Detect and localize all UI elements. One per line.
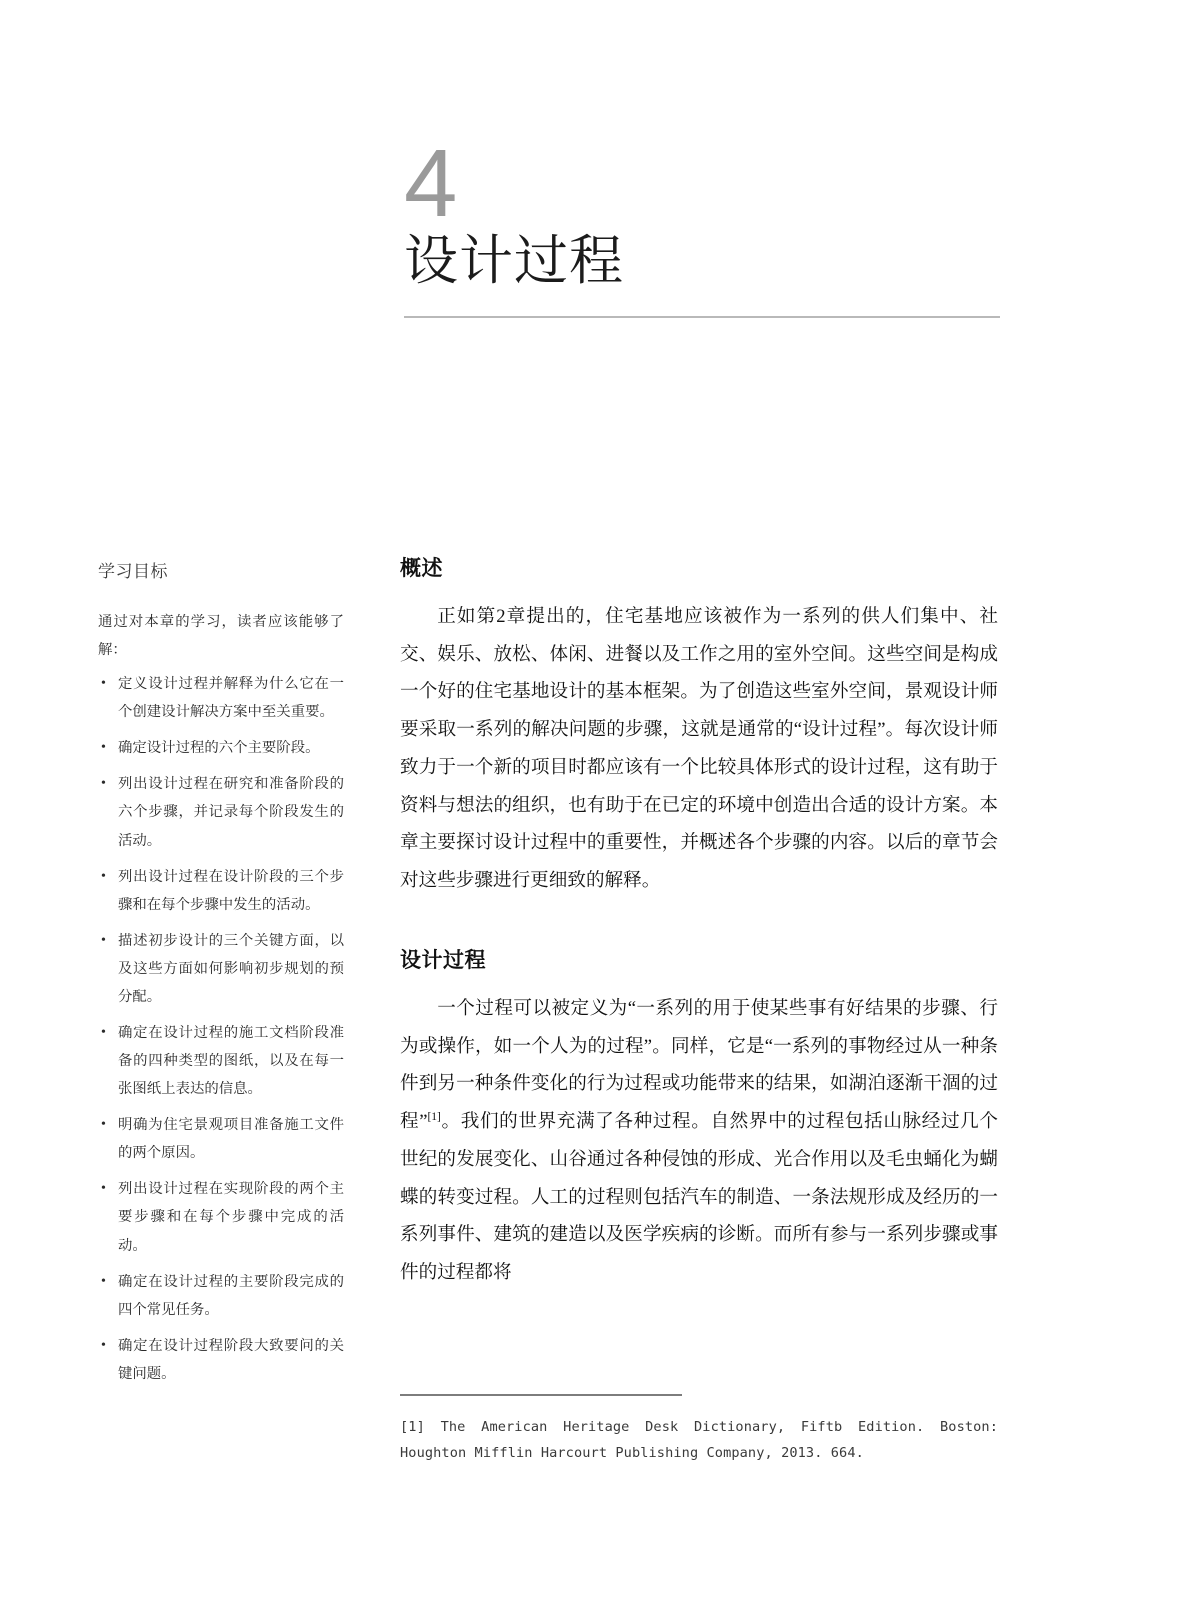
sidebar-intro-text: 通过对本章的学习，读者应该能够了解： (98, 614, 344, 659)
bullet-icon: • (101, 740, 106, 756)
paragraph-text-part-2: 。我们的世界充满了各种过程。自然界中的过程包括山脉经过几个世纪的发展变化、山谷通过各种侵蚀的形成、光合作用以及毛虫蛹化为蝴蝶的转变过程。人工的过程则包括汽车的制造、一条法规形成及经历的一系列事件、建筑的建造以及医学疾病的诊断。而所有参与一系列步骤或事件的过程都将 (400, 1111, 998, 1284)
list-item-label: 描述初步设计的三个关键方面，以及这些方面如何影响初步规划的预分配。 (118, 932, 344, 1005)
list-item (98, 863, 344, 919)
list-item-label: 确定设计过程的六个主要阶段。 (118, 740, 320, 757)
footnote-block (400, 1394, 998, 1467)
bullet-icon: • (101, 1181, 106, 1197)
section-paragraph-overview: 正如第2章提出的，住宅基地应该被作为一系列的供人们集中、社交、娱乐、放松、体闲、进餐以及工作之用的室外空间。这些空间是构成一个好的住宅基地设计的基本框架。为了创造这些室外空间，景观设计师要采取一系列的解决问题的步骤，这就是通常的“设计过程”。每次设计师致力于一个新的项目时都应该有一个比较具体形式的设计过程，这有助于资料与想法的组织，也有助于在已定的环境中创造出合适的设计方案。本章主要探讨设计过程中的重要性，并概述各个步骤的内容。以后的章节会对这些步骤进行更细致的解释。 (400, 606, 998, 892)
bullet-icon: • (101, 1273, 106, 1289)
list-item (98, 770, 344, 854)
list-item-label: 确定在设计过程的施工文档阶段准备的四种类型的图纸，以及在每一张图纸上表达的信息。 (118, 1025, 344, 1098)
section-heading-overview: 概述 (400, 557, 443, 580)
list-item (98, 1175, 344, 1259)
list-item (98, 1111, 344, 1167)
list-item-label: 确定在设计过程阶段大致要问的关键问题。 (118, 1337, 344, 1382)
list-item (98, 734, 344, 762)
list-item-label: 明确为住宅景观项目准备施工文件的两个原因。 (118, 1117, 344, 1162)
bullet-icon: • (101, 932, 106, 948)
list-item-label: 确定在设计过程的主要阶段完成的四个常见任务。 (118, 1273, 344, 1318)
bullet-icon: • (101, 1337, 106, 1353)
learning-objectives-sidebar (98, 557, 344, 1396)
footnote-reference-marker[interactable]: [1] (427, 1110, 441, 1123)
footnote-separator-rule (400, 1394, 682, 1396)
chapter-title: 设计过程 (404, 231, 624, 292)
chapter-header (404, 130, 1000, 318)
list-item-label: 定义设计过程并解释为什么它在一个创建设计解决方案中至关重要。 (118, 676, 344, 721)
list-item-label: 列出设计过程在设计阶段的三个步骤和在每个步骤中发生的活动。 (118, 868, 344, 913)
sidebar-title: 学习目标 (98, 562, 168, 581)
chapter-number: 4 (404, 130, 457, 237)
bullet-icon: • (101, 1025, 106, 1041)
section-paragraph-design-process (400, 990, 998, 1292)
list-item-label: 列出设计过程在研究和准备阶段的六个步骤，并记录每个阶段发生的活动。 (118, 776, 344, 849)
list-item-label: 列出设计过程在实现阶段的两个主要步骤和在每个步骤中完成的活动。 (118, 1181, 344, 1254)
list-item (98, 1019, 344, 1103)
list-item (98, 1268, 344, 1324)
list-item (98, 1332, 344, 1388)
objectives-list (98, 670, 344, 1388)
footnote-text: [1] The American Heritage Desk Dictionary, Fiftb Edition. Boston: Houghton Mifflin Harcourt Publishing Company, 2013. 664. (400, 1418, 998, 1462)
bullet-icon: • (101, 868, 106, 884)
main-content-column (400, 552, 998, 1292)
bullet-icon: • (101, 1117, 106, 1133)
list-item (98, 927, 344, 1011)
paragraph-text-part-1: 一个过程可以被定义为“一系列的用于使某些事有好结果的步骤、行为或操作，如一个人为的过程”。同样，它是“一系列的事物经过从一种条件到另一种条件变化的行为过程或功能带来的结果，如湖泊逐渐干涸的过程” (400, 997, 998, 1133)
section-heading-design-process: 设计过程 (400, 948, 486, 972)
bullet-icon: • (101, 676, 106, 692)
bullet-icon: • (101, 776, 106, 792)
list-item (98, 670, 344, 726)
chapter-divider-rule (404, 316, 1000, 318)
